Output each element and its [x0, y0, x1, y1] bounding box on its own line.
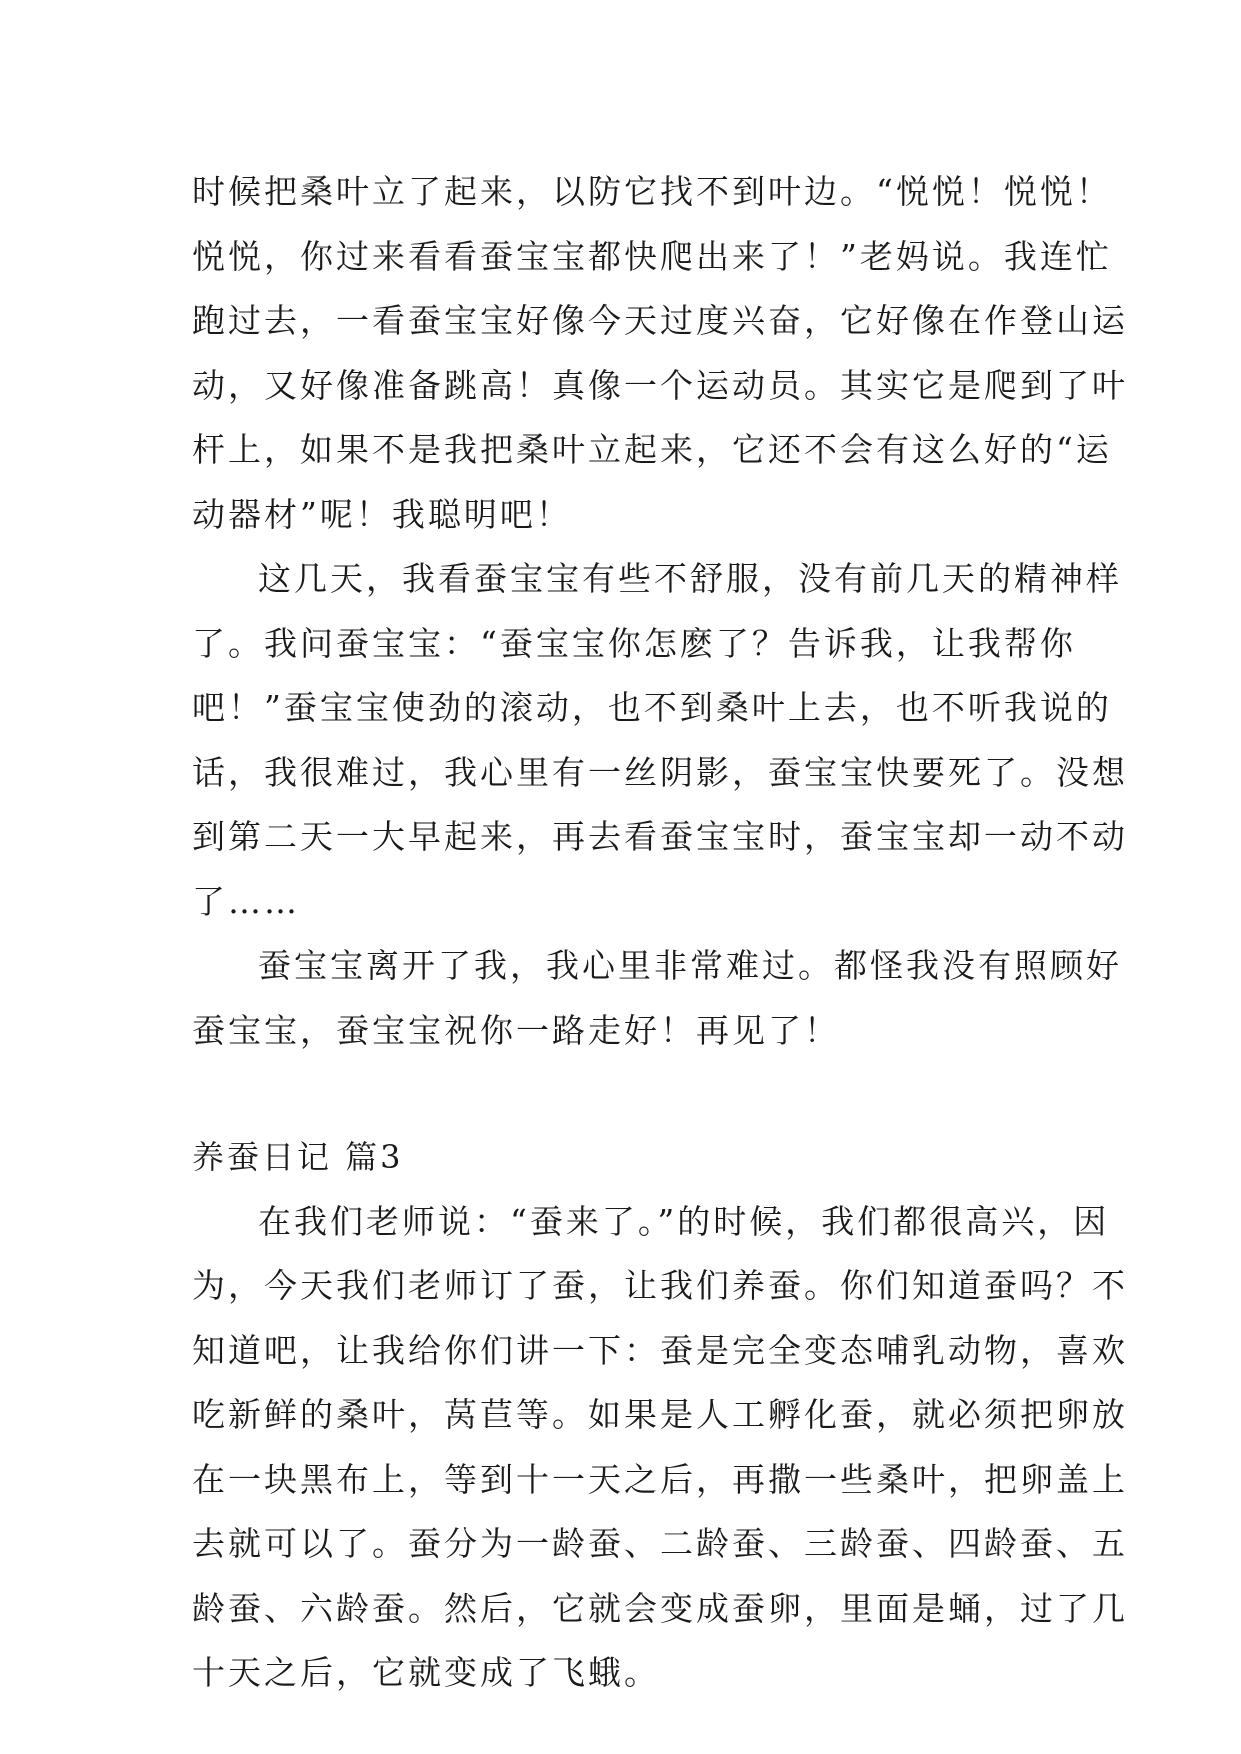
document-page: [192, 160, 1128, 1706]
paragraph-3: [192, 934, 1122, 1063]
text-line: 吧！”蚕宝宝使劲的滚动，也不到桑叶上去，也不听我说的: [192, 688, 1112, 727]
text-line: 了……: [192, 881, 300, 921]
paragraph-2: [192, 547, 1128, 934]
text-line: 这几天，我看蚕宝宝有些不舒服，没有前几天的精神样: [258, 559, 1122, 598]
text-line: 到第二天一大早起来，再去看蚕宝宝时，蚕宝宝却一动不动: [192, 817, 1128, 856]
text-line: 了。我问蚕宝宝：“蚕宝宝你怎麽了？告诉我，让我帮你: [192, 623, 1076, 663]
text-line: 知道吧，让我给你们讲一下：蚕是完全变态哺乳动物，喜欢: [192, 1330, 1128, 1370]
text-line: 动器材”呢！我聪明吧！: [192, 494, 572, 534]
text-line: 在一块黑布上，等到十一天之后，再撒一些桑叶，把卵盖上: [192, 1459, 1128, 1499]
section-title: 养蚕日记 篇3: [192, 1138, 404, 1176]
text-line: 话，我很难过，我心里有一丝阴影，蚕宝宝快要死了。没想: [192, 752, 1128, 792]
text-line: 杆上，如果不是我把桑叶立起来，它还不会有这么好的“运: [192, 430, 1112, 469]
text-line: 动，又好像准备跳高！真像一个运动员。其实它是爬到了叶: [192, 365, 1128, 405]
text-line: 悦悦，你过来看看蚕宝宝都快爬出来了！”老妈说。我连忙: [192, 236, 1112, 276]
text-line: 蚕宝宝离开了我，我心里非常难过。都怪我没有照顾好: [258, 946, 1122, 985]
paragraph-1: [192, 160, 1128, 547]
paragraph-4: [192, 1190, 1128, 1706]
text-line: 吃新鲜的桑叶，莴苣等。如果是人工孵化蚕，就必须把卵放: [192, 1395, 1128, 1434]
text-line: 龄蚕、六龄蚕。然后，它就会变成蚕卵，里面是蛹，过了几: [192, 1588, 1128, 1628]
text-line: 去就可以了。蚕分为一龄蚕、二龄蚕、三龄蚕、四龄蚕、五: [192, 1524, 1128, 1563]
text-line: 蚕宝宝，蚕宝宝祝你一路走好！再见了！: [192, 1010, 840, 1050]
text-line: 跑过去，一看蚕宝宝好像今天过度兴奋，它好像在作登山运: [192, 301, 1128, 340]
text-line: 时候把桑叶立了起来，以防它找不到叶边。“悦悦！悦悦！: [192, 172, 1112, 211]
text-line: 在我们老师说：“蚕来了。”的时候，我们都很高兴，因: [258, 1201, 1110, 1241]
text-line: 为，今天我们老师订了蚕，让我们养蚕。你们知道蚕吗？不: [192, 1266, 1128, 1305]
text-line: 十天之后，它就变成了飞蛾。: [192, 1653, 660, 1692]
section-spacer: [192, 1063, 1052, 1125]
